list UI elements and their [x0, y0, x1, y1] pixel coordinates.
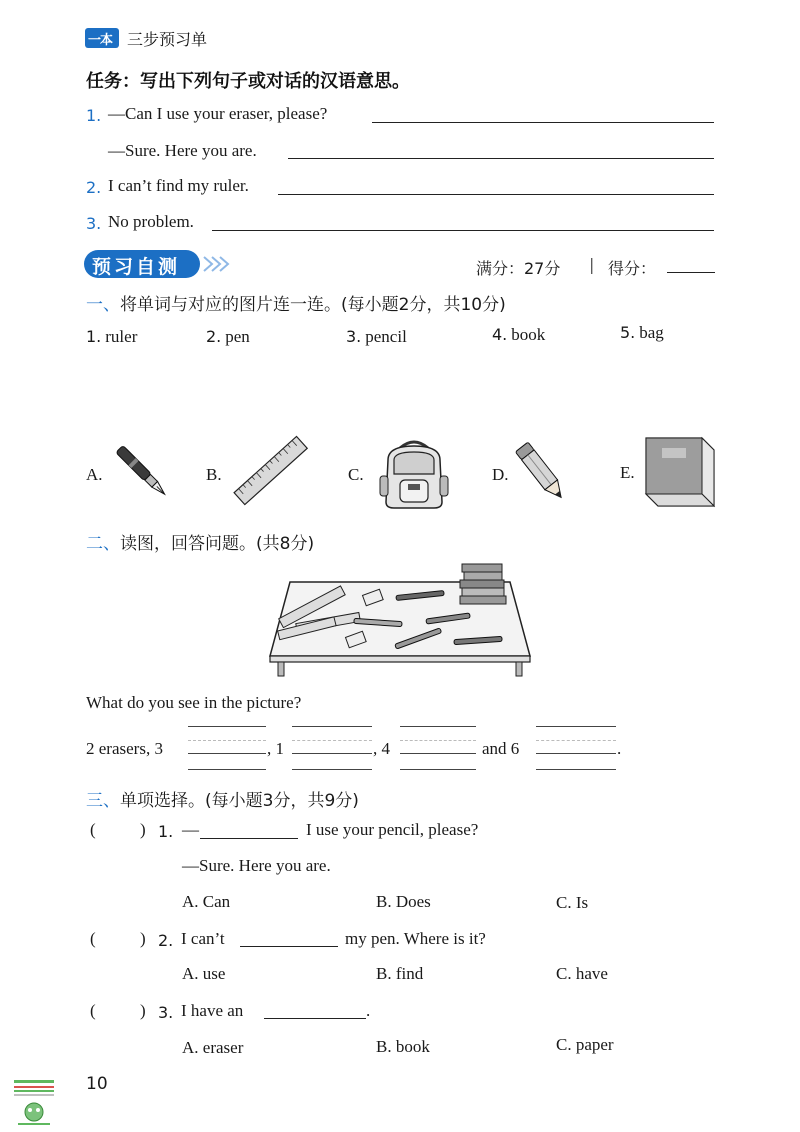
task-item-1-text: —Can I use your eraser, please?: [108, 104, 328, 123]
question-1-blank[interactable]: [200, 838, 298, 839]
task-item-3-answer-line[interactable]: [212, 230, 714, 231]
score-answer-line[interactable]: [667, 272, 715, 273]
answer-end: .: [617, 739, 622, 758]
chevrons-icon: [202, 254, 232, 274]
page-number: 10: [86, 1074, 108, 1094]
part1-word-2: [206, 327, 250, 347]
writing-lines-4[interactable]: [536, 726, 616, 770]
question-3-option-a[interactable]: A. eraser: [182, 1038, 244, 1057]
question-2-option-a[interactable]: A. use: [182, 964, 226, 983]
writing-lines-1[interactable]: [188, 726, 266, 770]
score-got: 得分：: [608, 259, 657, 278]
book-icon: [640, 434, 720, 510]
word-num: 3.: [346, 327, 362, 346]
part3-title: [86, 786, 359, 811]
answer-paren-open[interactable]: (: [90, 929, 96, 948]
bag-icon: [378, 436, 450, 510]
part1-title-num: 一、: [86, 295, 120, 315]
question-1-pre: —: [182, 820, 199, 839]
selftest-banner-text: 预习自测: [92, 256, 181, 278]
question-3-pre: I have an: [181, 1001, 244, 1020]
part1-word-1: [86, 327, 137, 347]
word-num: 5.: [620, 323, 636, 342]
task-item-3-num: 3.: [86, 214, 102, 233]
task-item-2-answer-line[interactable]: [278, 194, 714, 195]
task-item-2-num: 2.: [86, 178, 102, 197]
part2-title-num: 二、: [86, 534, 120, 554]
word-text: pen: [225, 327, 250, 346]
answer-part-2: , 1: [267, 739, 284, 758]
part3-title-text: 单项选择。(每小题3分，共9分): [120, 791, 359, 811]
question-2-blank[interactable]: [240, 946, 338, 947]
writing-lines-3[interactable]: [400, 726, 476, 770]
question-3-blank[interactable]: [264, 1018, 366, 1019]
word-text: book: [511, 325, 546, 344]
task-item-2-text: I can’t find my ruler.: [108, 176, 249, 195]
writing-lines-2[interactable]: [292, 726, 372, 770]
picture-label-a: A.: [86, 465, 103, 484]
task-title: 任务：写出下列句子或对话的汉语意思。: [86, 71, 410, 92]
question-3-post: .: [366, 1001, 371, 1020]
ruler-icon: [228, 432, 316, 512]
part3-title-num: 三、: [86, 791, 120, 811]
task-item-1b-answer-line[interactable]: [288, 158, 714, 159]
answer-part-1: 2 erasers, 3: [86, 739, 163, 758]
score-full: 满分：27分: [476, 259, 561, 278]
question-1-option-c[interactable]: C. Is: [556, 893, 589, 912]
score-separator: |: [589, 255, 595, 274]
part1-title: [86, 290, 506, 315]
question-2-post: my pen. Where is it?: [345, 929, 486, 948]
answer-paren-open[interactable]: (: [90, 1001, 96, 1020]
question-1-post: I use your pencil, please?: [306, 820, 479, 839]
part1-word-3: [346, 327, 407, 347]
task-item-1-answer-line[interactable]: [372, 122, 714, 123]
part2-title-text: 读图，回答问题。(共8分): [120, 534, 315, 554]
answer-paren-close[interactable]: ): [140, 1001, 146, 1020]
word-text: ruler: [105, 327, 138, 346]
picture-label-c: C.: [348, 465, 364, 484]
answer-part-4: and 6: [482, 739, 520, 758]
answer-paren-close[interactable]: ): [140, 820, 146, 839]
task-item-1b-text: —Sure. Here you are.: [108, 141, 257, 160]
word-text: bag: [639, 323, 664, 342]
word-text: pencil: [365, 327, 407, 346]
question-2-option-c[interactable]: C. have: [556, 964, 608, 983]
task-item-1-num: 1.: [86, 106, 102, 125]
desk-illustration: [268, 560, 532, 678]
pen-icon: [108, 438, 176, 508]
picture-label-b: B.: [206, 465, 222, 484]
question-1-num: 1.: [158, 822, 174, 841]
header-title: 三步预习单: [127, 30, 208, 49]
question-3-option-c[interactable]: C. paper: [556, 1035, 614, 1054]
part2-question: What do you see in the picture?: [86, 693, 302, 712]
answer-part-3: , 4: [373, 739, 390, 758]
answer-paren-open[interactable]: (: [90, 820, 96, 839]
task-item-3-text: No problem.: [108, 212, 194, 231]
question-2-pre: I can’t: [181, 929, 225, 948]
word-num: 1.: [86, 327, 102, 346]
answer-paren-close[interactable]: ): [140, 929, 146, 948]
question-2-num: 2.: [158, 931, 174, 950]
part1-word-5: [620, 323, 664, 343]
question-2-option-b[interactable]: B. find: [376, 964, 424, 983]
question-3-num: 3.: [158, 1003, 174, 1022]
part1-title-text: 将单词与对应的图片连一连。(每小题2分，共10分): [120, 295, 506, 315]
question-1-line2: —Sure. Here you are.: [182, 856, 331, 875]
part1-word-4: [492, 325, 545, 345]
corner-logo-icon: [12, 1078, 56, 1128]
question-1-option-b[interactable]: B. Does: [376, 892, 431, 911]
picture-label-d: D.: [492, 465, 509, 484]
word-num: 4.: [492, 325, 508, 344]
pencil-icon: [512, 438, 572, 508]
question-1-option-a[interactable]: A. Can: [182, 892, 231, 911]
question-3-option-b[interactable]: B. book: [376, 1037, 430, 1056]
picture-label-e: E.: [620, 463, 635, 482]
word-num: 2.: [206, 327, 222, 346]
part2-title: [86, 529, 314, 554]
header-badge-text: 一本: [88, 33, 113, 48]
